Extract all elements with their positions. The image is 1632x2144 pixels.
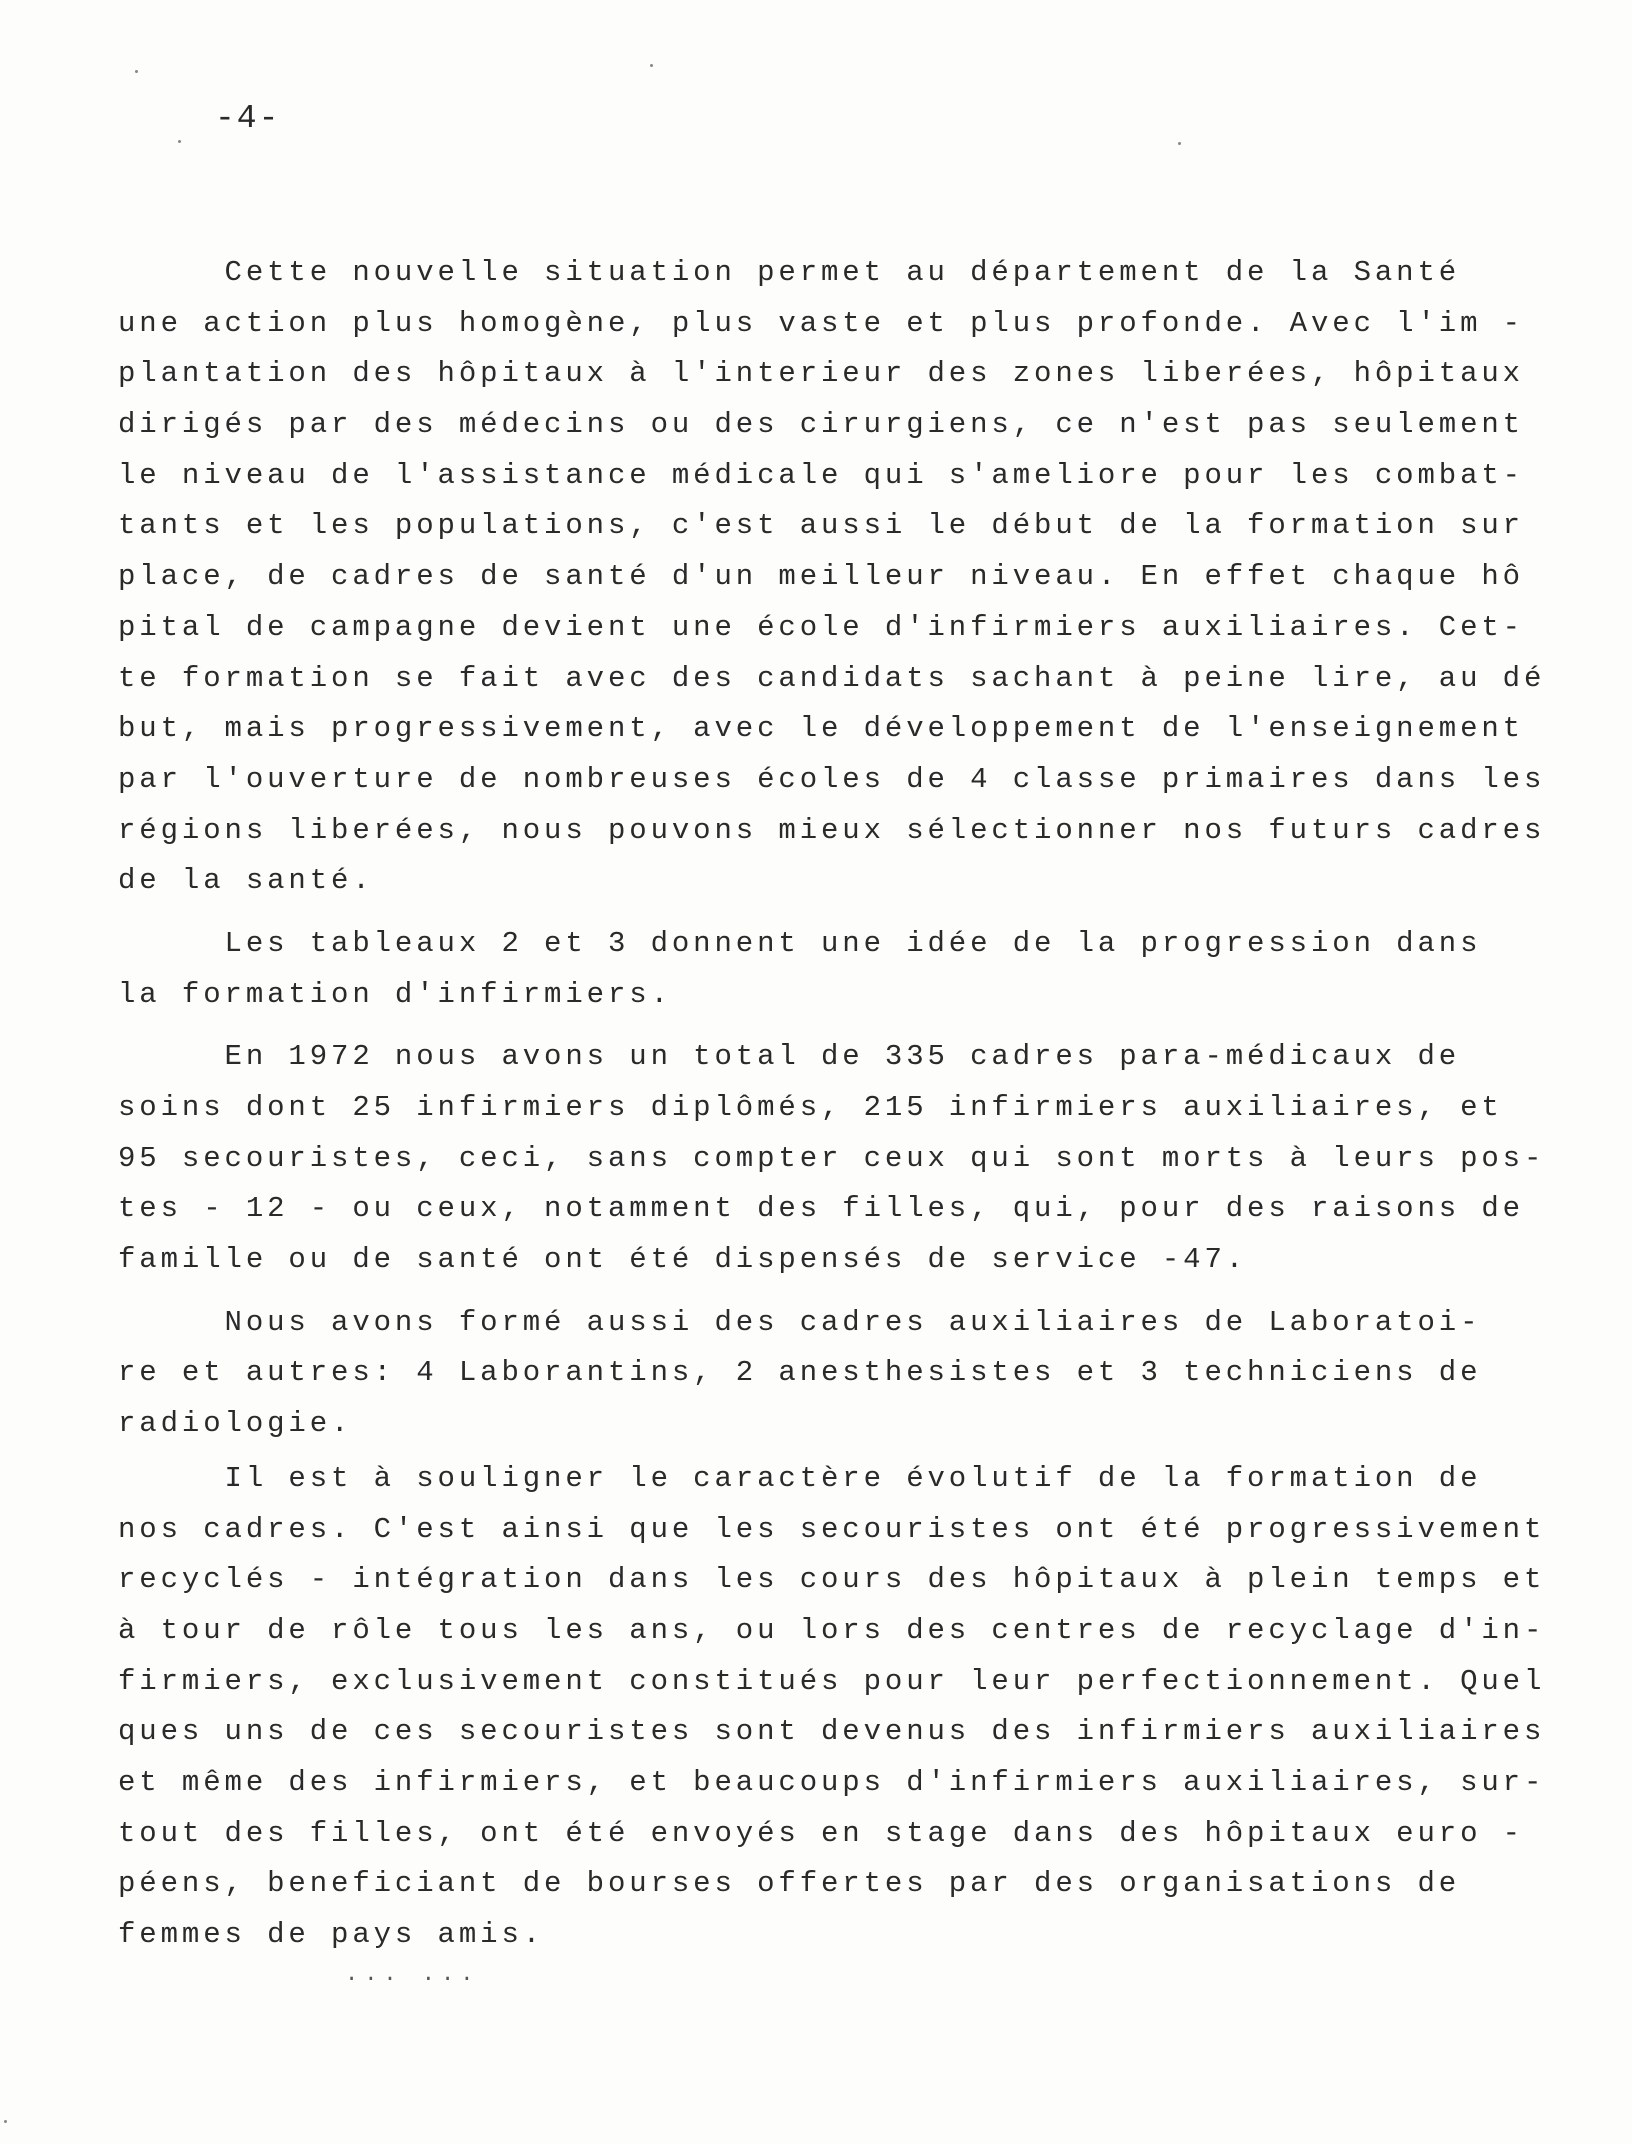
text-line: te formation se fait avec des candidats sachant à peine lire, au dé xyxy=(118,661,1546,695)
scan-speck xyxy=(650,64,653,67)
scan-speck xyxy=(1178,142,1181,145)
text-line: et même des infirmiers, et beaucoups d'infirmiers auxiliaires, sur- xyxy=(118,1765,1546,1799)
text-line: une action plus homogène, plus vaste et plus profonde. Avec l'im - xyxy=(118,306,1524,340)
text-line: firmiers, exclusivement constitués pour leur perfectionnement. Quel xyxy=(118,1664,1546,1698)
text-line: tout des filles, ont été envoyés en stage dans des hôpitaux euro - xyxy=(118,1816,1524,1850)
page-number: -4- xyxy=(215,100,281,137)
text-line: femmes de pays amis. xyxy=(118,1918,545,1951)
text-line: ques uns de ces secouristes sont devenus des infirmiers auxiliaires xyxy=(118,1715,1546,1749)
text-line: re et autres: 4 Laborantins, 2 anesthesistes et 3 techniciens de xyxy=(118,1356,1482,1390)
text-line: tants et les populations, c'est aussi le début de la formation sur xyxy=(118,509,1524,543)
scan-speck xyxy=(178,140,181,143)
text-line: soins dont 25 infirmiers diplômés, 215 infirmiers auxiliaires, et xyxy=(118,1091,1503,1124)
text-line: place, de cadres de santé d'un meilleur niveau. En effet chaque hô xyxy=(118,560,1524,594)
text-line: de la santé. xyxy=(118,864,374,898)
text-line: plantation des hôpitaux à l'interieur des zones liberées, hôpitaux xyxy=(118,357,1524,391)
paragraph-4 xyxy=(118,1298,1482,1450)
text-line: recyclés - intégration dans les cours des hôpitaux à plein temps et xyxy=(118,1563,1546,1597)
text-line: la formation d'infirmiers. xyxy=(118,977,672,1011)
text-line: nos cadres. C'est ainsi que les secouristes ont été progressivement xyxy=(118,1512,1546,1546)
text-line: En 1972 nous avons un total de 335 cadres para-médicaux de xyxy=(118,1040,1461,1074)
text-line: Nous avons formé aussi des cadres auxiliaires de Laboratoi- xyxy=(118,1305,1482,1339)
scan-speck xyxy=(4,2120,7,2123)
text-line: pital de campagne devient une école d'infirmiers auxiliaires. Cet- xyxy=(118,610,1524,644)
paragraph-1 xyxy=(118,248,1546,907)
text-line: Cette nouvelle situation permet au département de la Santé xyxy=(118,256,1461,289)
text-line: radiologie. xyxy=(118,1407,353,1441)
body-text xyxy=(118,248,1546,1961)
text-line: régions liberées, nous pouvons mieux sélectionner nos futurs cadres xyxy=(118,813,1546,847)
text-line: par l'ouverture de nombreuses écoles de 4 classe primaires dans les xyxy=(118,762,1546,796)
text-line: tes - 12 - ou ceux, notamment des filles, qui, pour des raisons de xyxy=(118,1192,1524,1226)
text-line: péens, beneficiant de bourses offertes par des organisations de xyxy=(118,1867,1461,1901)
trailing-mark: ... ... xyxy=(345,1962,480,1987)
text-line: 95 secouristes, ceci, sans compter ceux qui sont morts à leurs pos- xyxy=(118,1141,1546,1175)
scan-speck xyxy=(135,70,138,73)
paragraph-3 xyxy=(118,1032,1546,1285)
text-line: à tour de rôle tous les ans, ou lors des centres de recyclage d'in- xyxy=(118,1613,1546,1647)
text-line: le niveau de l'assistance médicale qui s'ameliore pour les combat- xyxy=(118,458,1524,492)
text-line: famille ou de santé ont été dispensés de service -47. xyxy=(118,1243,1248,1277)
text-line: but, mais progressivement, avec le développement de l'enseignement xyxy=(118,712,1524,746)
text-line: Il est à souligner le caractère évolutif de la formation de xyxy=(118,1461,1482,1495)
text-line: Les tableaux 2 et 3 donnent une idée de la progression dans xyxy=(118,926,1482,960)
text-line: dirigés par des médecins ou des cirurgiens, ce n'est pas seulement xyxy=(118,408,1524,442)
paragraph-2 xyxy=(118,919,1482,1020)
paragraph-5 xyxy=(118,1454,1546,1961)
